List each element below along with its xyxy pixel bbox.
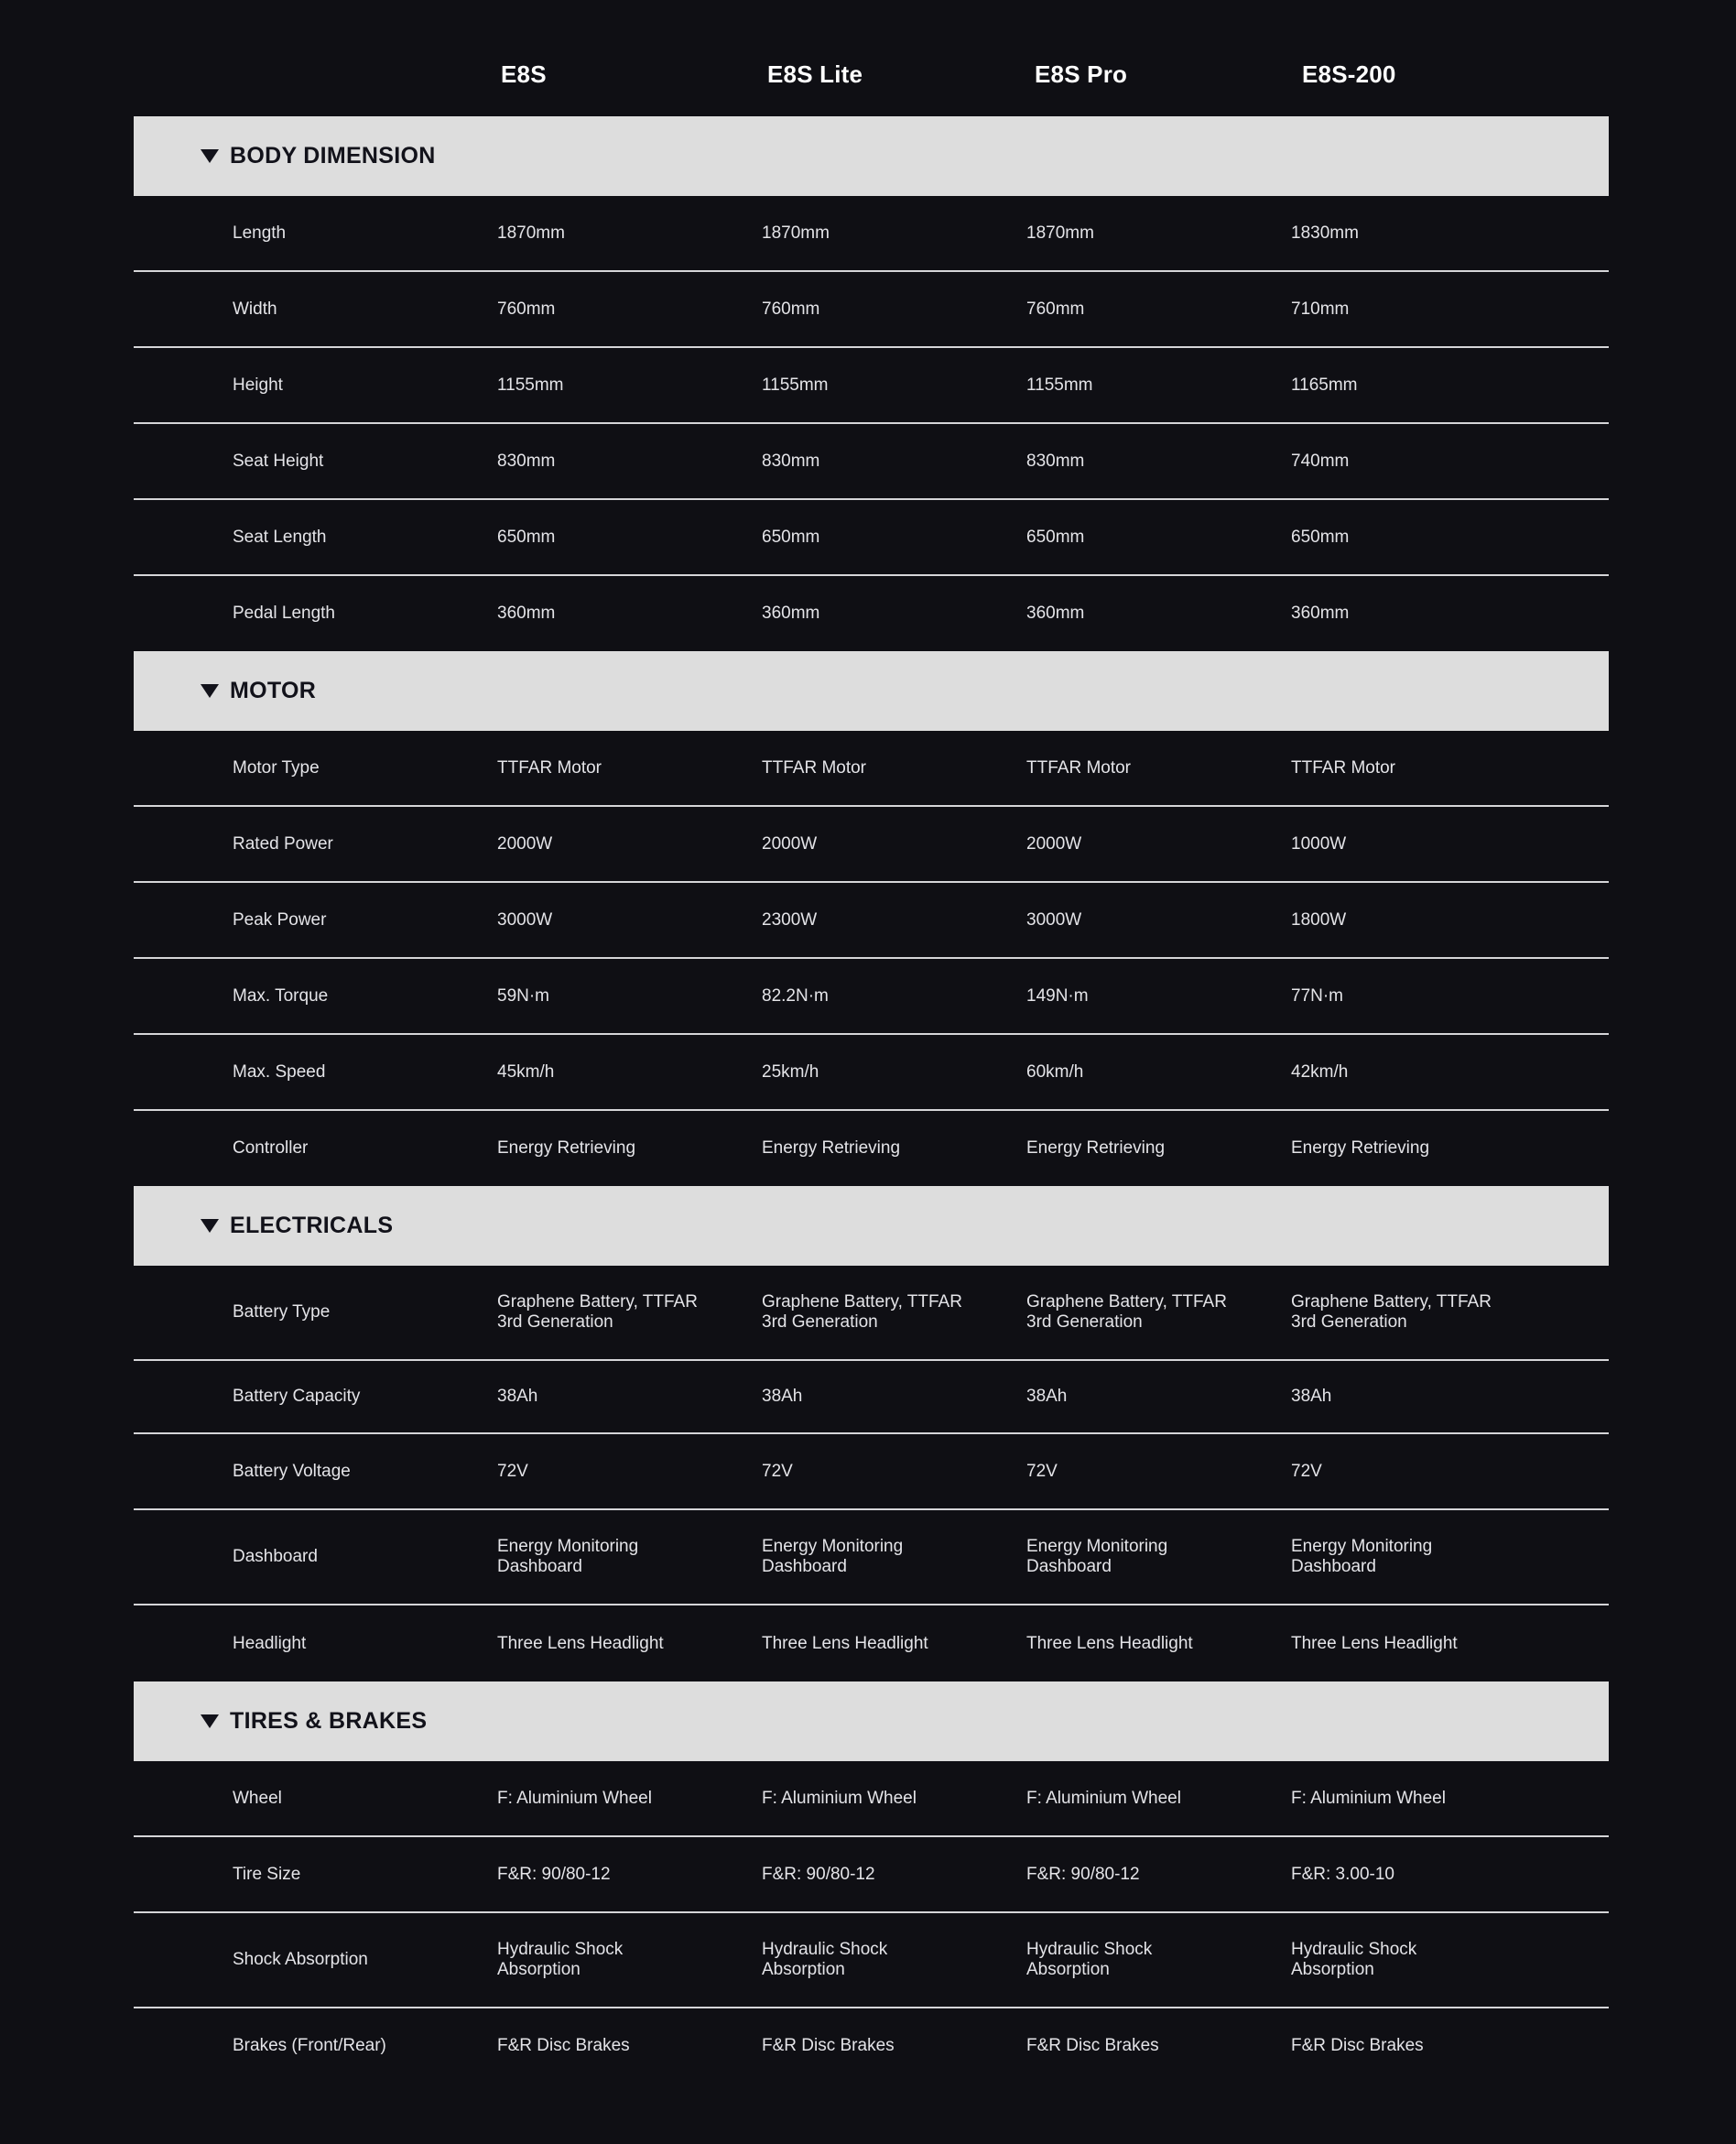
spec-value: Energy Monitoring Dashboard (762, 1537, 904, 1576)
section-title: TIRES & BRAKES (230, 1708, 428, 1734)
spec-value: 1800W (1291, 909, 1347, 930)
spec-value: F: Aluminium Wheel (1291, 1788, 1446, 1808)
spec-label: Max. Speed (233, 1061, 326, 1082)
spec-row (134, 1837, 1609, 1913)
spec-value: F&R: 3.00-10 (1291, 1864, 1394, 1884)
spec-label: Dashboard (233, 1547, 318, 1566)
spec-value: 740mm (1291, 451, 1350, 471)
section-toggle-tires-brakes[interactable] (134, 1681, 1609, 1761)
spec-value: Three Lens Headlight (497, 1633, 664, 1653)
spec-row (134, 348, 1609, 424)
spec-value: 45km/h (497, 1061, 555, 1082)
spec-label: Rated Power (233, 833, 333, 854)
spec-row (134, 1605, 1609, 1681)
spec-value: 38Ah (1026, 1387, 1068, 1406)
spec-value: F&R Disc Brakes (1291, 2035, 1424, 2055)
spec-value: 650mm (1026, 527, 1085, 547)
spec-value: F&R Disc Brakes (497, 2035, 630, 2055)
spec-value: 1870mm (1026, 223, 1094, 243)
spec-value: F&R: 90/80-12 (497, 1864, 611, 1884)
spec-value: F: Aluminium Wheel (762, 1788, 917, 1808)
spec-value: 710mm (1291, 299, 1350, 319)
spec-label: Battery Capacity (233, 1387, 361, 1406)
spec-value: Hydraulic Shock Absorption (1291, 1940, 1417, 1979)
spec-row (134, 1434, 1609, 1510)
spec-value: 3000W (497, 909, 553, 930)
model-header-e8s-pro: E8S Pro (1035, 60, 1128, 88)
spec-value: Three Lens Headlight (1291, 1633, 1458, 1653)
spec-value: 38Ah (762, 1387, 803, 1406)
spec-value: 1155mm (762, 375, 829, 395)
spec-row (134, 807, 1609, 883)
spec-value: 830mm (1026, 451, 1085, 471)
spec-value: F&R: 90/80-12 (762, 1864, 875, 1884)
section-title: ELECTRICALS (230, 1213, 394, 1238)
model-header-e8s-lite: E8S Lite (767, 60, 863, 88)
spec-value: Graphene Battery, TTFAR 3rd Generation (1026, 1292, 1227, 1332)
spec-value: 1165mm (1291, 375, 1358, 395)
spec-value: Graphene Battery, TTFAR 3rd Generation (497, 1292, 698, 1332)
spec-value: 360mm (762, 604, 820, 623)
spec-row (134, 1913, 1609, 2008)
spec-value: Three Lens Headlight (1026, 1633, 1193, 1653)
spec-value: 72V (497, 1461, 528, 1481)
spec-value: 650mm (762, 527, 820, 547)
spec-value: 760mm (762, 299, 820, 319)
section-title: MOTOR (230, 678, 317, 703)
spec-value: 360mm (497, 604, 556, 623)
spec-value: Hydraulic Shock Absorption (1026, 1940, 1153, 1979)
spec-value: 25km/h (762, 1061, 819, 1082)
spec-row (134, 731, 1609, 807)
spec-value: 760mm (1026, 299, 1085, 319)
spec-value: 830mm (497, 451, 556, 471)
spec-value: 1155mm (497, 375, 564, 395)
spec-row (134, 1761, 1609, 1837)
spec-row (134, 272, 1609, 348)
spec-value: 72V (762, 1461, 793, 1481)
section-body-dimension (134, 116, 1609, 651)
spec-value: TTFAR Motor (762, 757, 867, 778)
spec-value: 2000W (497, 833, 553, 854)
spec-value: 650mm (1291, 527, 1350, 547)
spec-row (134, 959, 1609, 1035)
spec-value: Energy Retrieving (762, 1138, 901, 1158)
spec-value: F&R Disc Brakes (1026, 2035, 1159, 2055)
spec-row (134, 500, 1609, 576)
spec-value: 38Ah (497, 1387, 538, 1406)
spec-label: Battery Type (233, 1302, 331, 1322)
spec-row (134, 1361, 1609, 1434)
spec-label: Width (233, 299, 277, 319)
spec-value: 72V (1291, 1461, 1322, 1481)
spec-value: 360mm (1291, 604, 1350, 623)
spec-value: TTFAR Motor (1291, 757, 1396, 778)
spec-label: Battery Voltage (233, 1461, 351, 1481)
section-toggle-body-dimension[interactable] (134, 116, 1609, 196)
spec-value: TTFAR Motor (1026, 757, 1132, 778)
spec-label: Height (233, 375, 283, 395)
spec-row (134, 1035, 1609, 1111)
spec-value: 38Ah (1291, 1387, 1332, 1406)
section-motor (134, 651, 1609, 1186)
section-toggle-electricals[interactable] (134, 1186, 1609, 1266)
spec-value: F&R: 90/80-12 (1026, 1864, 1140, 1884)
spec-row (134, 1510, 1609, 1605)
spec-value: 1830mm (1291, 223, 1359, 243)
spec-value: Energy Retrieving (497, 1138, 636, 1158)
spec-label: Seat Height (233, 451, 324, 471)
spec-value: 82.2N·m (762, 985, 829, 1006)
spec-label: Brakes (Front/Rear) (233, 2035, 386, 2055)
section-tires-brakes (134, 1681, 1609, 2083)
spec-row (134, 576, 1609, 651)
model-header-row (134, 0, 1609, 116)
spec-row (134, 1266, 1609, 1361)
spec-value: 149N·m (1026, 985, 1089, 1006)
spec-value: TTFAR Motor (497, 757, 602, 778)
section-title: BODY DIMENSION (230, 143, 436, 169)
spec-value: Energy Retrieving (1026, 1138, 1166, 1158)
spec-row (134, 1111, 1609, 1186)
spec-label: Headlight (233, 1633, 307, 1653)
spec-value: 650mm (497, 527, 556, 547)
spec-value: Three Lens Headlight (762, 1633, 928, 1653)
spec-value: 1870mm (762, 223, 830, 243)
spec-value: 1000W (1291, 833, 1347, 854)
spec-value: 60km/h (1026, 1061, 1084, 1082)
spec-label: Wheel (233, 1788, 282, 1808)
spec-value: F&R Disc Brakes (762, 2035, 895, 2055)
spec-row (134, 424, 1609, 500)
spec-value: 1870mm (497, 223, 565, 243)
spec-label: Pedal Length (233, 604, 335, 623)
triangle-down-icon (201, 684, 219, 698)
triangle-down-icon (201, 1714, 219, 1728)
spec-label: Length (233, 223, 287, 243)
model-header-e8s: E8S (501, 60, 547, 88)
spec-label: Controller (233, 1138, 309, 1158)
spec-label: Motor Type (233, 757, 320, 778)
spec-value: 760mm (497, 299, 556, 319)
triangle-down-icon (201, 149, 219, 163)
spec-table (134, 0, 1609, 2083)
spec-label: Peak Power (233, 909, 327, 930)
spec-value: Graphene Battery, TTFAR 3rd Generation (1291, 1292, 1492, 1332)
spec-value: F: Aluminium Wheel (497, 1788, 652, 1808)
spec-value: Energy Retrieving (1291, 1138, 1430, 1158)
spec-label: Seat Length (233, 527, 327, 547)
triangle-down-icon (201, 1219, 219, 1233)
spec-value: 59N·m (497, 985, 550, 1006)
spec-row (134, 2008, 1609, 2083)
spec-label: Shock Absorption (233, 1950, 368, 1969)
spec-value: 2000W (1026, 833, 1082, 854)
spec-label: Max. Torque (233, 985, 329, 1006)
spec-value: 2300W (762, 909, 818, 930)
spec-row (134, 196, 1609, 272)
model-header-e8s-200: E8S-200 (1302, 60, 1396, 88)
spec-value: 77N·m (1291, 985, 1344, 1006)
spec-value: Hydraulic Shock Absorption (762, 1940, 888, 1979)
spec-value: 360mm (1026, 604, 1085, 623)
spec-value: Hydraulic Shock Absorption (497, 1940, 624, 1979)
section-electricals (134, 1186, 1609, 1681)
spec-value: 1155mm (1026, 375, 1093, 395)
spec-value: 2000W (762, 833, 818, 854)
spec-row (134, 883, 1609, 959)
spec-value: 72V (1026, 1461, 1058, 1481)
spec-value: Graphene Battery, TTFAR 3rd Generation (762, 1292, 962, 1332)
spec-value: 830mm (762, 451, 820, 471)
spec-value: F: Aluminium Wheel (1026, 1788, 1181, 1808)
spec-value: Energy Monitoring Dashboard (1026, 1537, 1168, 1576)
spec-value: 3000W (1026, 909, 1082, 930)
spec-sections (134, 116, 1609, 2083)
spec-value: Energy Monitoring Dashboard (497, 1537, 639, 1576)
spec-value: Energy Monitoring Dashboard (1291, 1537, 1433, 1576)
spec-value: 42km/h (1291, 1061, 1349, 1082)
spec-label: Tire Size (233, 1864, 301, 1884)
section-toggle-motor[interactable] (134, 651, 1609, 731)
